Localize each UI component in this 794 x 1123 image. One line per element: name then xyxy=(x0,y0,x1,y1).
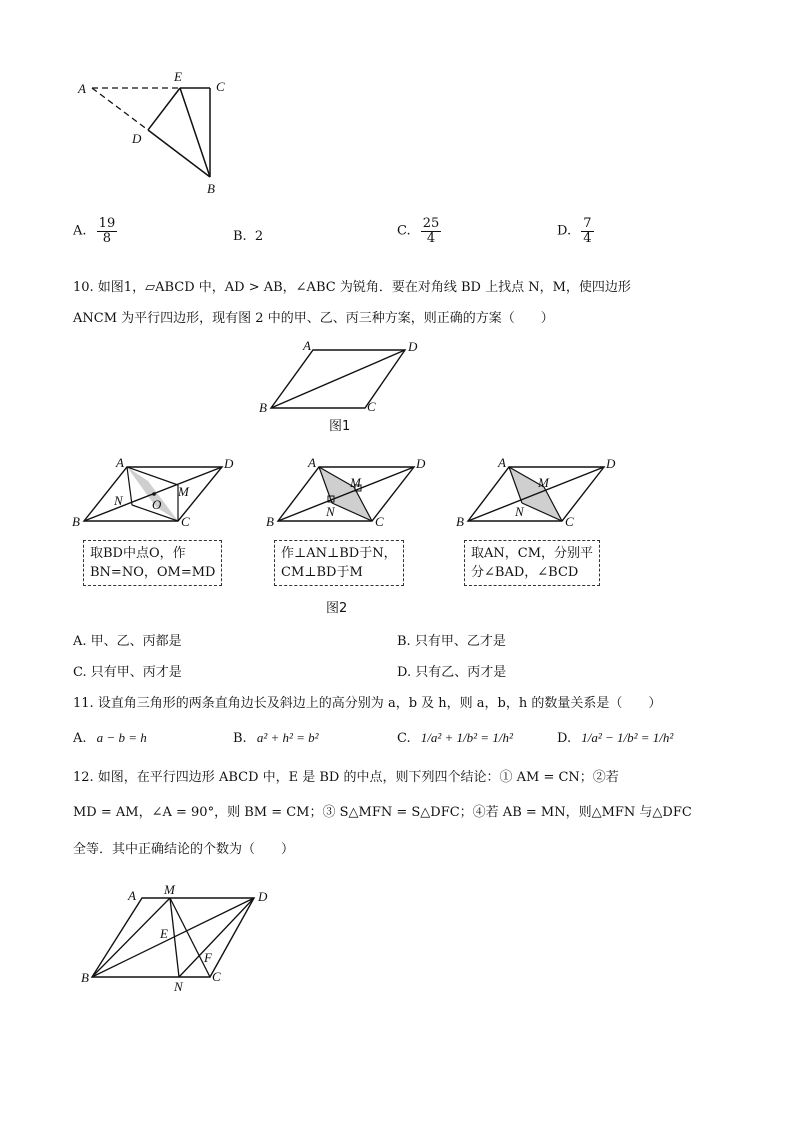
q9-option-a[interactable]: A. $\frac{19}{8}$ xyxy=(73,216,116,246)
q10-yi-label-m: M xyxy=(350,475,361,490)
q10-stem-line2: ANCM 为平行四边形，现有图 2 中的甲、乙、丙三种方案，则正确的方案（ ） xyxy=(73,311,554,326)
q10-scheme-jia-box: 取BD中点O，作 BN=NO，OM=MD xyxy=(83,540,222,586)
q12-label-a: A xyxy=(128,888,136,903)
q10-option-d[interactable]: D. 只有乙、丙才是 xyxy=(397,665,507,680)
q11-option-a[interactable]: A. a − b = h xyxy=(73,730,147,746)
q11-option-c[interactable]: C. 1/a² + 1/b² = 1/h² xyxy=(397,730,513,746)
q10-fig1-label-d: D xyxy=(408,339,418,354)
q10-yi-label-a: A xyxy=(308,455,316,470)
q9-option-c-fraction: $\frac{25}{4}$ xyxy=(422,216,440,246)
q10-jia-label-d: D xyxy=(224,456,234,471)
q9-label-d: D xyxy=(132,131,142,146)
q12-label-d: D xyxy=(258,889,268,904)
q10-bing-label-m: M xyxy=(538,475,549,490)
q9-option-d-fraction: $\frac{7}{4}$ xyxy=(583,216,592,246)
q10-jia-label-a: A xyxy=(116,455,124,470)
q10-figure-1 xyxy=(255,338,425,418)
q10-yi-label-n: N xyxy=(326,504,335,519)
q10-bing-label-b: B xyxy=(456,514,464,529)
q10-option-b[interactable]: B. 只有甲、乙才是 xyxy=(397,634,506,649)
q12-stem-line2: MD = AM，∠A = 90°，则 BM = CM；③ S△MFN = S△DFC；④若 AB = MN，则△MFN 与△DFC xyxy=(73,805,692,820)
q12-line-bm xyxy=(92,898,170,977)
q10-yi-label-d: D xyxy=(416,456,426,471)
q10-yi-label-c: C xyxy=(375,514,384,529)
q9-option-a-fraction: $\frac{19}{8}$ xyxy=(98,216,116,246)
q9-label-e: E xyxy=(174,69,182,84)
q10-bing-label-a: A xyxy=(498,455,506,470)
q12-label-e: E xyxy=(160,926,168,941)
q10-jia-label-c: C xyxy=(181,514,190,529)
q10-jia-point-o xyxy=(152,492,156,496)
q12-stem-line3: 全等．其中正确结论的个数为（ ） xyxy=(73,842,295,857)
q10-figure-2-bing xyxy=(452,455,627,530)
q9-option-d[interactable]: D. $\frac{7}{4}$ xyxy=(557,216,592,246)
q10-fig1-label-a: A xyxy=(303,338,311,353)
q12-label-c: C xyxy=(212,969,221,984)
q10-option-c[interactable]: C. 只有甲、丙才是 xyxy=(73,665,182,680)
q11-option-b[interactable]: B. a² + h² = b² xyxy=(233,730,319,746)
q10-jia-label-o: O xyxy=(152,497,162,512)
q10-bing-label-n: N xyxy=(515,504,524,519)
q9-label-c: C xyxy=(216,79,225,94)
q11-option-d[interactable]: D. 1/a² − 1/b² = 1/h² xyxy=(557,730,674,746)
q10-fig1-label-c: C xyxy=(367,399,376,414)
q10-jia-label-b: B xyxy=(72,514,80,529)
q12-label-n: N xyxy=(174,979,183,994)
q10-option-a[interactable]: A. 甲、乙、丙都是 xyxy=(73,634,182,649)
q10-figure-2-yi xyxy=(262,455,437,530)
q10-jia-label-n: N xyxy=(114,493,123,508)
q12-line-mn xyxy=(170,898,179,977)
q9-line-db xyxy=(148,130,210,177)
q10-jia-label-m: M xyxy=(178,484,189,499)
q9-line-eb xyxy=(180,88,210,177)
q12-stem-line1: 12. 如图，在平行四边形 ABCD 中，E 是 BD 的中点，则下列四个结论：① AM = CN；②若 xyxy=(73,770,619,785)
q12-figure xyxy=(78,880,278,995)
q10-bing-label-c: C xyxy=(565,514,574,529)
q10-figure-2-jia xyxy=(70,455,245,530)
q9-dashed-ad xyxy=(92,88,148,130)
q11-stem: 11. 设直角三角形的两条直角边长及斜边上的高分别为 a，b 及 h，则 a，b，h 的数量关系是（ ） xyxy=(73,696,662,711)
q12-label-b: B xyxy=(81,970,89,985)
q10-stem-line1: 10. 如图1，▱ABCD 中，AD > AB，∠ABC 为锐角．要在对角线 BD 上找点 N，M，使四边形 xyxy=(73,280,631,295)
q12-label-m: M xyxy=(164,882,175,897)
q9-label-a: A xyxy=(78,81,86,96)
q10-yi-label-b: B xyxy=(266,514,274,529)
q9-line-ed xyxy=(148,88,180,130)
q9-option-c[interactable]: C. $\frac{25}{4}$ xyxy=(397,216,440,246)
q10-scheme-bing-box: 取AN，CM，分别平 分∠BAD，∠BCD xyxy=(464,540,600,586)
q10-scheme-yi-box: 作⊥AN⊥BD于N， CM⊥BD于M xyxy=(274,540,404,586)
q9-option-b[interactable]: B. 2 xyxy=(233,229,264,244)
q9-label-b: B xyxy=(207,181,215,196)
q10-bing-label-d: D xyxy=(606,456,616,471)
q10-figure-1-caption: 图1 xyxy=(329,419,351,434)
q10-figure-2-caption: 图2 xyxy=(326,601,348,616)
q10-fig1-label-b: B xyxy=(259,400,267,415)
q12-label-f: F xyxy=(204,950,212,965)
q9-figure xyxy=(70,62,240,197)
